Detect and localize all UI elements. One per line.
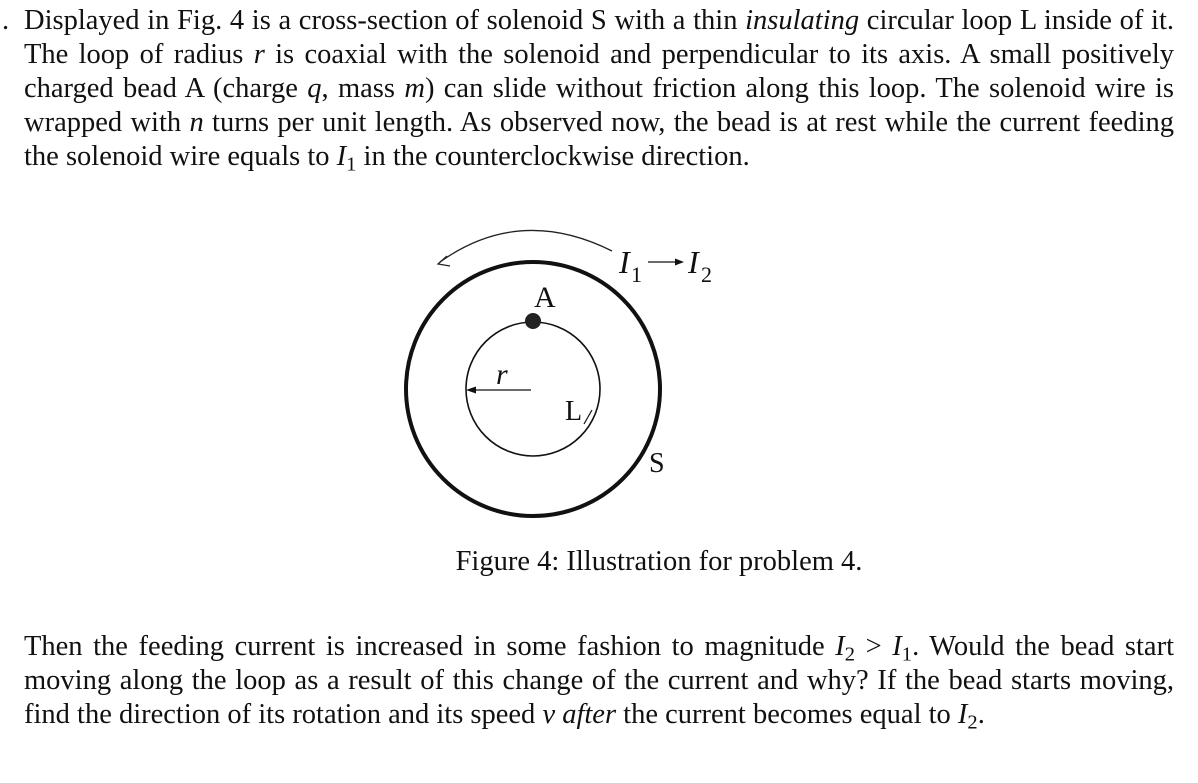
current-initial-subscript: 1 — [631, 262, 642, 287]
radius-label: r — [496, 358, 508, 391]
math-variable: I — [892, 631, 902, 662]
current-change-arrowhead-icon — [675, 259, 684, 266]
text-run: . Would the bead start moving along the loop as a result of this change of the current and why? If the bead starts moving, find the direction of its rotation and its speed — [24, 631, 1174, 730]
emphasis-text: insulating — [745, 5, 860, 36]
text-run: Displayed in Fig. 4 is a cross-section of solenoid S with a thin — [24, 5, 746, 36]
math-variable: n — [189, 107, 204, 138]
math-variable: m — [404, 73, 425, 104]
math-variable: r — [253, 39, 265, 70]
math-subscript: 1 — [346, 153, 357, 176]
text-run: Then the feeding current is increased in some fashion to magnitude — [24, 631, 836, 662]
text-run: ) can slide without friction along this loop. The solenoid wire is wrapped with — [24, 73, 1174, 138]
math-variable: I — [957, 699, 968, 730]
math-variable: I — [336, 141, 347, 172]
text-run: the current becomes equal to — [616, 699, 958, 730]
loop-label: L — [565, 396, 583, 427]
text-run: in the counterclockwise direction. — [356, 141, 750, 172]
math-subscript: 2 — [967, 711, 978, 734]
figure-caption — [0, 545, 1198, 579]
text-run: turns per unit length. As observed now, the bead is at rest while the current feeding the solenoid wire equals to — [24, 107, 1175, 172]
current-final-subscript: 2 — [701, 262, 712, 287]
math-variable: v — [542, 699, 556, 730]
current-direction-arc — [440, 230, 612, 262]
emphasis-text: after — [562, 699, 617, 730]
figure-caption-text: Figure 4: Illustration for problem 4. — [455, 546, 863, 577]
math-operator: > — [855, 631, 893, 662]
current-arrowhead-icon — [438, 256, 450, 266]
text-run: . — [977, 699, 985, 730]
bead-dot — [525, 313, 541, 329]
math-subscript: 2 — [844, 643, 856, 666]
radius-arrowhead-icon — [466, 387, 476, 394]
math-variable: I — [835, 631, 845, 662]
math-subscript: 1 — [901, 643, 913, 666]
text-run: , mass — [321, 73, 405, 104]
text-run: circular loop L inside of it. The loop of radius — [24, 5, 1174, 70]
current-final-symbol: I — [688, 244, 699, 280]
loop-circle — [466, 322, 600, 456]
current-initial-symbol: I — [619, 244, 630, 280]
solenoid-circle — [406, 262, 660, 516]
math-variable: q — [307, 73, 322, 104]
solenoid-label: S — [649, 448, 665, 479]
problem-question-paragraph — [24, 630, 1174, 732]
text-run: is coaxial with the solenoid and perpendicular to its axis. A small positively charged bead A (charge — [24, 39, 1174, 104]
bead-label: A — [534, 281, 556, 314]
item-marker: . — [2, 5, 10, 36]
